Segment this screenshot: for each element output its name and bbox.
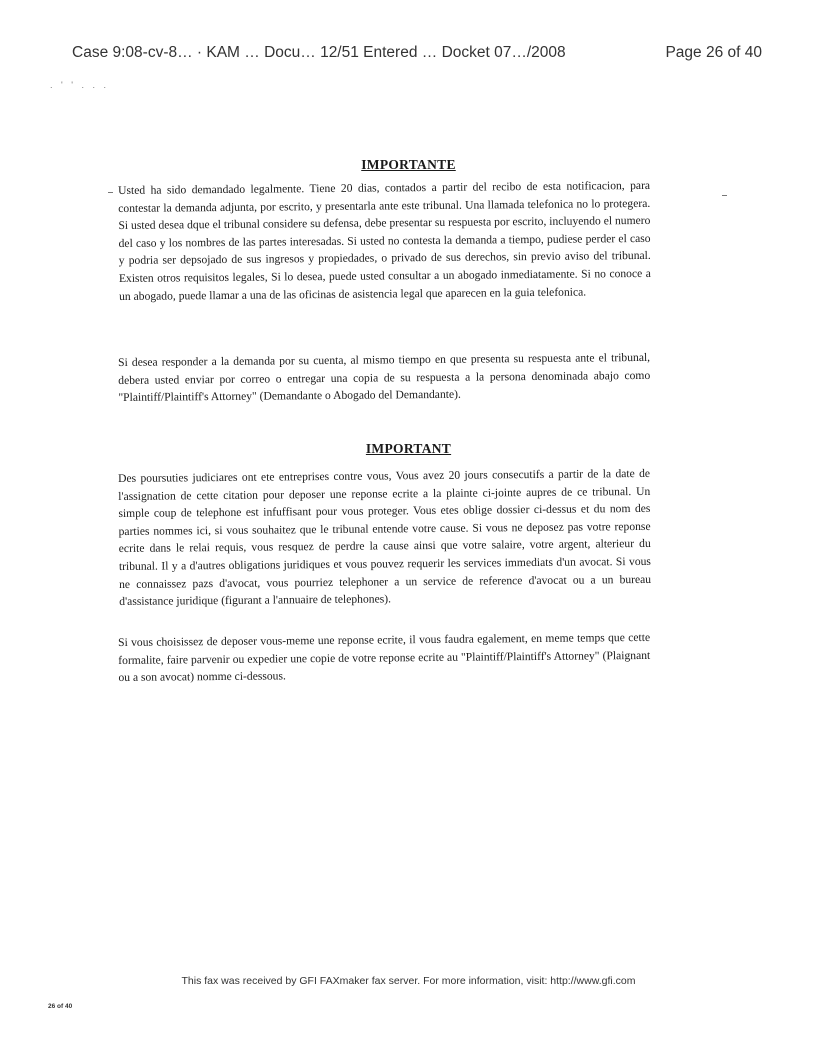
french-paragraph-2: Si vous choisissez de deposer vous-meme une reponse ecrite, il vous faudra egalement, en meme temps que cette formalite, faire parvenir ou expedier une copie de votre reponse ecrite au "Plaintiff/Plaintiff's Attorney" (Plaignant ou a son avocat) nomme ci-dessous.: [118, 630, 651, 685]
heading-important: IMPORTANT: [365, 441, 452, 456]
margin-mark: [722, 195, 727, 196]
fax-footer: This fax was received by GFI FAXmaker fax server. For more information, visit: http://www.gfi.com: [181, 975, 636, 987]
page-count: 26 of 40: [48, 1003, 73, 1010]
case-header: [72, 44, 762, 62]
spanish-paragraph-1: Usted ha sido demandado legalmente. Tiene 20 dias, contados a partir del recibo de esta notificacion, para contestar la demanda adjunta, por escrito, y presentarla ante este tribunal. Una llamada telefonica no lo protegera. Si usted desea dque el tribunal considere su defensa, debe presentar su respuesta por escrito, incluyendo el numero del caso y los nombres de las partes interesadas. Si usted no contesta la demanda a tiempo, pudiese perder el caso y podria ser depsojado de sus ingresos y propiedades, o privado de sus derechos, sin previo aviso del tribunal. Existen otros requisitos legales, Si lo desea, puede usted consultar a un abogado inmediatamente. Si no conoce a un abogado, puede llamar a una de las oficinas de asistencia legal que aparecen en la guia telefonica.: [118, 178, 651, 303]
scan-specks: . ' ' . . .: [50, 80, 109, 90]
spanish-paragraph-2: Si desea responder a la demanda por su cuenta, al mismo tiempo en que presenta su respuesta ante el tribunal, debera usted enviar por correo o entregar una copia de su respuesta a la persona denominada abajo como "Plaintiff/Plaintiff's Attorney" (Demandante o Abogado del Demandante).: [118, 350, 651, 405]
margin-mark: [108, 192, 113, 193]
french-paragraph-1: Des poursuties judiciares ont ete entreprises contre vous, Vous avez 20 jours consecutifs a partir de la date de l'assignation de cette citation pour deposer une reponse ecrite a la plainte ci-jointe aupres de ce tribunal. Un simple coup de telephone est infuffisant pour vous proteger. Vous etes oblige dossier ci-dessus et du nom des parties nommes ici, si vous souhaitez que le tribunal entende votre cause. Si vous ne deposez pas votre reponse ecrite dans le relai requis, vous resquez de perdre la cause ainsi que votre salaire, votre argent, alterieur du tribunal. Il y a d'autres obligations juridiques et vous pouvez requerir les services immediats d'un avocat. Si vous ne connaissez pazs d'avocat, vous pourriez telephoner a un service de reference d'avocat ou a un bureau d'assistance juridique (figurant a l'annuaire de telephones).: [118, 466, 652, 609]
case-line: Case 9:08-cv-8… · KAM … Docu… 12/51 Entered … Docket 07…/2008: [72, 44, 566, 61]
page-label: Page 26 of 40: [665, 44, 762, 61]
heading-importante: IMPORTANTE: [361, 157, 456, 172]
